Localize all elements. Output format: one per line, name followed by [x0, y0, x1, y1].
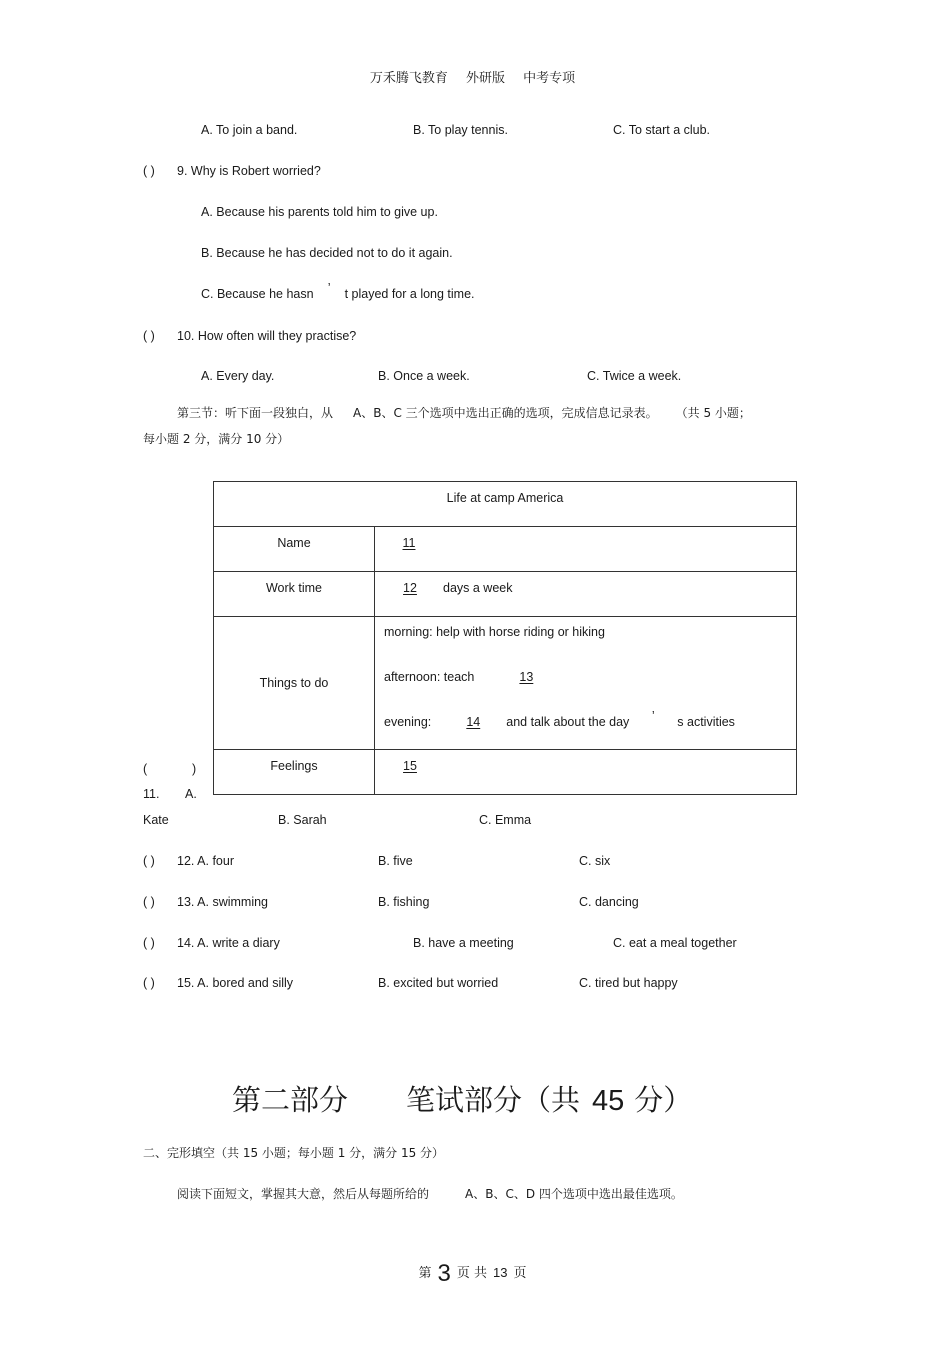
- work-time-suffix: days a week: [443, 581, 513, 595]
- header-org: 万禾腾飞教育: [369, 71, 448, 86]
- footer-suffix: 页: [513, 1266, 527, 1281]
- q13-option-b: B. fishing: [378, 895, 430, 909]
- part2-title-c: 分）: [634, 1083, 693, 1117]
- q10-question: 10. How often will they practise?: [177, 329, 357, 343]
- q14-option-a: 14. A. write a diary: [177, 936, 280, 950]
- header-edition: 外研版: [465, 71, 505, 86]
- blank-13[interactable]: 13: [519, 670, 534, 684]
- q11-option-a-text: Kate: [143, 813, 169, 827]
- q10-answer-paren[interactable]: ( ): [143, 329, 155, 343]
- blank-14[interactable]: 14: [466, 715, 481, 729]
- blank-11[interactable]: 11: [402, 536, 416, 550]
- row-label-work-time: Work time: [214, 572, 375, 617]
- part2-title: [232, 1083, 693, 1117]
- q9-option-c-apostrophe: ’: [327, 281, 331, 295]
- q9-option-b: B. Because he has decided not to do it again.: [201, 246, 453, 260]
- q9-option-c: [201, 281, 475, 301]
- q10-option-b: B. Once a week.: [378, 369, 470, 383]
- things-evening-mid: and talk about the day: [506, 715, 630, 729]
- page-header: [0, 72, 945, 85]
- page-footer: [0, 1262, 945, 1286]
- things-evening-apostrophe: ’: [651, 709, 655, 723]
- q13-option-c: C. dancing: [579, 895, 639, 909]
- table-row-things-to-do: [214, 617, 797, 750]
- info-record-table: [213, 481, 797, 795]
- row-label-things-to-do: Things to do: [214, 617, 375, 750]
- footer-total-pages: 13: [493, 1265, 508, 1280]
- row-value-feelings: [375, 750, 797, 795]
- q14-option-b: B. have a meeting: [413, 936, 514, 950]
- q11-option-c: C. Emma: [479, 813, 532, 827]
- table-row-feelings: [214, 750, 797, 795]
- q11-option-b: B. Sarah: [278, 813, 327, 827]
- q13-answer-paren[interactable]: ( ): [143, 895, 155, 909]
- q15-option-b: B. excited but worried: [378, 976, 499, 990]
- q9-option-c-part1: C. Because he hasn: [201, 287, 314, 301]
- row-value-name: [375, 527, 797, 572]
- cloze-instructions: [177, 1188, 683, 1200]
- row-value-work-time: [375, 572, 797, 617]
- part2-title-b: 笔试部分（共: [406, 1083, 581, 1117]
- things-evening: [384, 709, 796, 729]
- q10-option-a: A. Every day.: [201, 369, 275, 383]
- q12-row: [143, 855, 234, 868]
- q10-stem: [143, 330, 356, 343]
- q11-paren-close[interactable]: ): [192, 762, 197, 776]
- q12-option-a: 12. A. four: [177, 854, 234, 868]
- blank-15[interactable]: 15: [403, 759, 417, 773]
- things-afternoon-label: afternoon: teach: [384, 670, 475, 684]
- footer-page-number: 3: [437, 1260, 451, 1287]
- q11-number: 11.: [143, 787, 160, 801]
- q12-answer-paren[interactable]: ( ): [143, 854, 155, 868]
- q9-answer-paren[interactable]: ( ): [143, 164, 155, 178]
- q15-row: [143, 977, 293, 990]
- table-title-row: [214, 482, 797, 527]
- things-afternoon: [384, 671, 796, 716]
- section3-instructions-line1: [177, 407, 751, 419]
- part2-title-score: 45: [592, 1085, 625, 1117]
- cloze-instr-b: A、B、C、D 四个选项中选出最佳选项。: [465, 1187, 683, 1201]
- cloze-instr-a: 阅读下面短文，掌握其大意，然后从每题所给的: [177, 1187, 430, 1201]
- q9-option-c-part2: t played for a long time.: [344, 287, 475, 301]
- q9-option-a: A. Because his parents told him to give up.: [201, 205, 438, 219]
- footer-prefix: 第: [418, 1266, 432, 1281]
- part2-title-a: 第二部分: [232, 1083, 349, 1117]
- q8-option-b: B. To play tennis.: [413, 123, 508, 137]
- q8-option-c: C. To start a club.: [613, 123, 711, 137]
- q11-option-a-label: A.: [185, 787, 197, 801]
- cloze-heading: 二、完形填空（共 15 小题；每小题 1 分，满分 15 分）: [143, 1146, 445, 1160]
- section3-instructions-line2: 每小题 2 分，满分 10 分）: [143, 432, 290, 446]
- things-evening-label: evening:: [384, 715, 432, 729]
- q14-answer-paren[interactable]: ( ): [143, 936, 155, 950]
- section3-line1-c: （共 5 小题；: [681, 406, 751, 420]
- q9-stem: [143, 165, 321, 178]
- row-label-feelings: Feelings: [214, 750, 375, 795]
- row-label-name: Name: [214, 527, 375, 572]
- q14-option-c: C. eat a meal together: [613, 936, 737, 950]
- footer-middle: 页 共: [456, 1266, 488, 1281]
- q13-row: [143, 896, 268, 909]
- row-value-things-to-do: [375, 617, 797, 750]
- section3-line1-b: A、B、C 三个选项中选出正确的选项，完成信息记录表。: [353, 406, 658, 420]
- things-morning: morning: help with horse riding or hiking: [384, 625, 605, 639]
- q10-option-c: C. Twice a week.: [587, 369, 682, 383]
- table-title: Life at camp America: [214, 482, 797, 527]
- q15-option-c: C. tired but happy: [579, 976, 678, 990]
- q13-option-a: 13. A. swimming: [177, 895, 269, 909]
- q8-option-a: A. To join a band.: [201, 123, 298, 137]
- table-row-name: [214, 527, 797, 572]
- header-topic: 中考专项: [523, 71, 576, 86]
- blank-12[interactable]: 12: [403, 581, 417, 595]
- section3-line1-a: 第三节：听下面一段独白，从: [177, 406, 334, 420]
- q12-option-c: C. six: [579, 854, 611, 868]
- q11-paren-open[interactable]: (: [143, 762, 148, 776]
- things-evening-end: s activities: [677, 715, 735, 729]
- q14-row: [143, 937, 280, 950]
- q9-question: 9. Why is Robert worried?: [177, 164, 321, 178]
- q15-option-a: 15. A. bored and silly: [177, 976, 294, 990]
- q15-answer-paren[interactable]: ( ): [143, 976, 155, 990]
- table-row-work-time: [214, 572, 797, 617]
- q12-option-b: B. five: [378, 854, 413, 868]
